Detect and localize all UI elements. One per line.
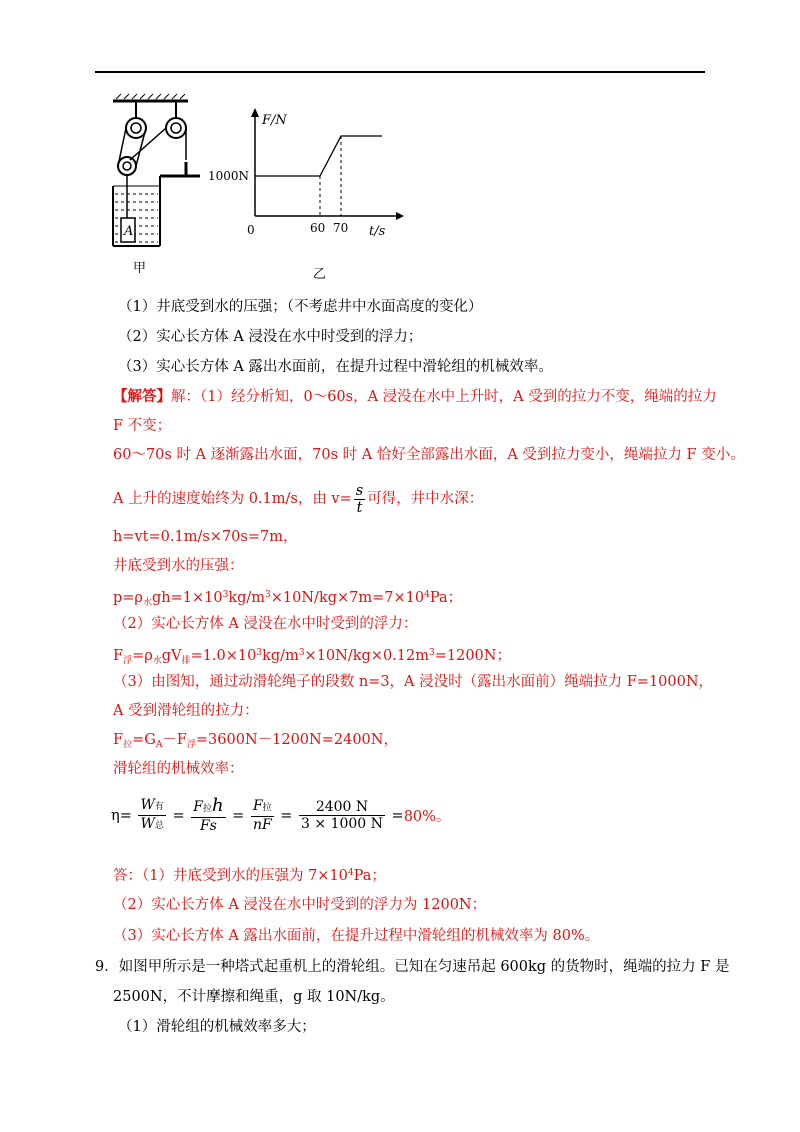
force-time-graph: [208, 108, 404, 282]
figure: [0, 0, 800, 290]
efficiency-equation: η= $\frac{\text{W有}}{\text{W总}}$ = $\frac{\text{F拉h}}{Fs}$ = $\frac{\text{F拉}}{nF}$ = $\frac{2400 N}{3 \times 1000 N}$ =80%。: [111, 794, 451, 834]
speed-line: A 上升的速度始终为 0.1m/s，由 v= $\frac{s}{t}$ 可得，井中水深：: [113, 482, 484, 516]
origin-label: 0: [247, 223, 255, 237]
y-tick-label: 1000N: [208, 169, 250, 183]
frac-fh: $\frac{\text{F拉h}}{Fs}$: [193, 794, 224, 834]
x-tick-60: 60: [310, 221, 326, 235]
answer-summary-2: （2）实心长方体 A 浸没在水中时受到的浮力为 1200N；: [113, 897, 487, 913]
efficiency-title: 滑轮组的机械效率：: [113, 761, 244, 777]
answer-summary-1: 答：（1）井底受到水的压强为 $7\times 10^4Pa$；: [113, 868, 386, 884]
part3-line: （3）由图知，通过动滑轮绳子的段数 n=3，A 浸没时（露出水面前）绳端拉力 F=1000N，: [113, 674, 714, 690]
part3-pull-title: A 受到滑轮组的拉力：: [113, 703, 259, 719]
label-jia: 甲: [133, 261, 147, 276]
question-9-line-2: 2500N，不计摩擦和绳重，g 取 10N/kg。: [113, 989, 395, 1005]
pulley-diagram: [113, 94, 200, 276]
frac-w: $\frac{\text{W有}}{\text{W总}}$: [140, 797, 164, 832]
y-axis-label: F/N: [262, 113, 287, 128]
question-9-line-1: 9．如图甲所示是一种塔式起重机上的滑轮组。已知在匀速吊起 600kg 的货物时，绳端的拉力 F 是: [95, 959, 730, 975]
question-9-part-1: （1）滑轮组的机械效率多大；: [118, 1019, 316, 1035]
question-1: （1）井底受到水的压强；（不考虑井中水面高度的变化）: [118, 299, 483, 315]
question-3: （3）实心长方体 A 露出水面前，在提升过程中滑轮组的机械效率。: [118, 359, 553, 375]
answer-bracket: 【解答】: [113, 388, 171, 405]
x-axis-label: t/s: [369, 224, 386, 239]
speed-fraction: $\frac{s}{t}$: [355, 482, 364, 516]
depth-line: h=vt=0.1m/s×70s=7m，: [113, 529, 298, 545]
pressure-title: 井底受到水的压强：: [113, 558, 244, 574]
question-2: （2）实心长方体 A 浸没在水中时受到的浮力；: [118, 329, 423, 345]
pull-formula: $F_拉=G_A-F_浮=3600N-1200N=2400N$，: [113, 732, 398, 750]
label-yi: 乙: [313, 267, 327, 282]
pressure-formula: $p=\rho_水gh=1\times 10^3kg/m^3\times 10N/kg\times 7m=7\times 10^4Pa$；: [113, 590, 463, 608]
x-tick-70: 70: [333, 221, 349, 235]
answer-intro-2: F 不变；: [113, 418, 172, 434]
frac-fnf: $\frac{\text{F拉}}{nF}$: [252, 798, 272, 833]
answer-intro: 【解答】解：（1）经分析知，0～60s，A 浸没在水中上升时，A 受到的拉力不变，绳端的拉力: [113, 388, 717, 405]
buoyancy-title: （2）实心长方体 A 浸没在水中时受到的浮力：: [113, 616, 418, 632]
efficiency-result: 80%。: [403, 809, 451, 825]
block-a-label: A: [124, 224, 134, 239]
answer-phase-2: 60～70s 时 A 逐渐露出水面，70s 时 A 恰好全部露出水面，A 受到拉力变小，绳端拉力 F 变小。: [113, 447, 745, 463]
answer-summary-3: （3）实心长方体 A 露出水面前，在提升过程中滑轮组的机械效率为 80%。: [113, 928, 600, 944]
buoyancy-formula: $F_浮=\rho_水gV_排=1.0\times 10^3kg/m^3\times 10N/kg\times 0.12m^3=1200N$；: [113, 648, 511, 666]
frac-numeric: $\frac{2400 N}{3 \times 1000 N}$: [301, 799, 383, 832]
